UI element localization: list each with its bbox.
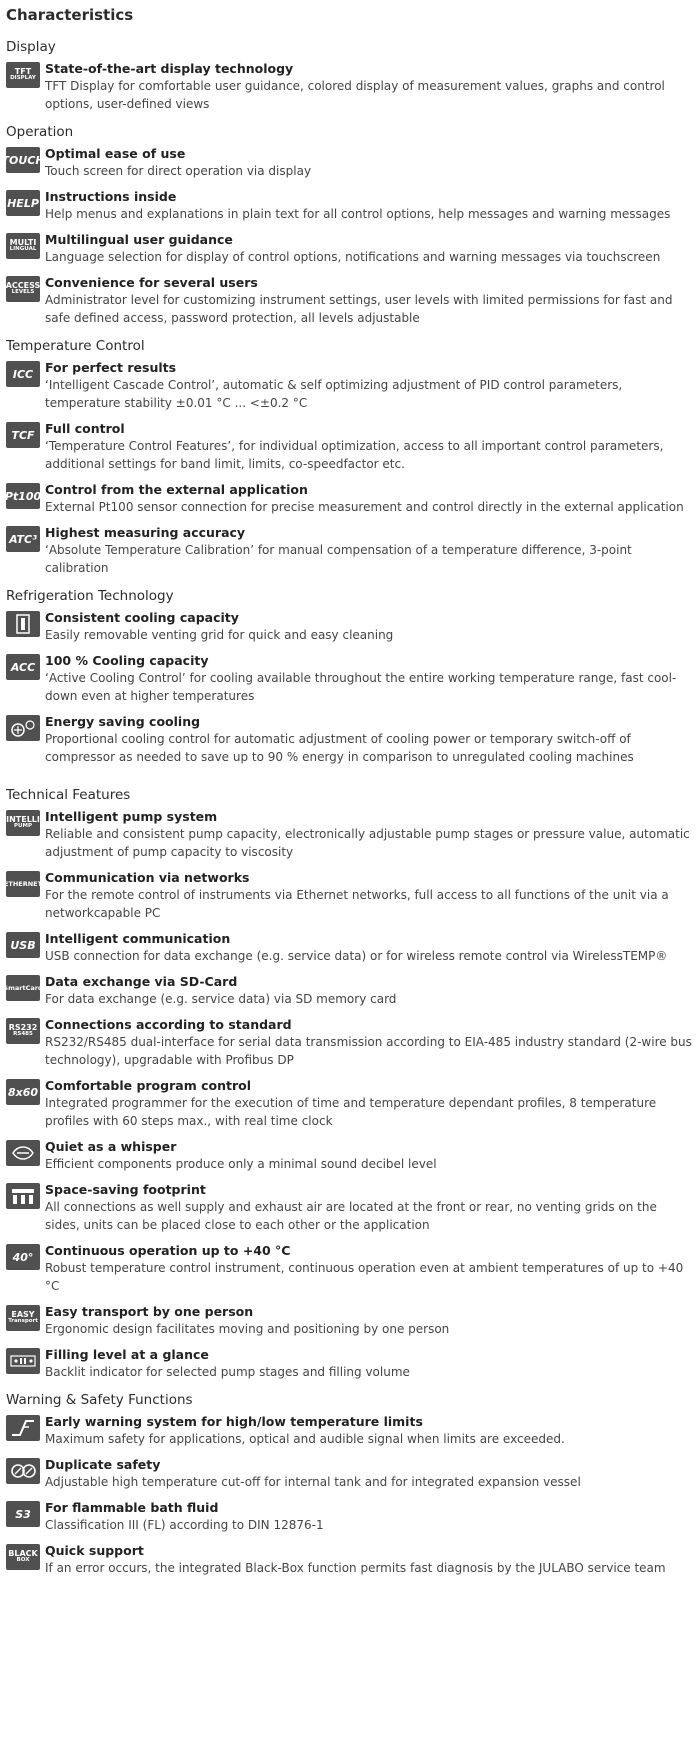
feature-description: Integrated programmer for the execution of time and temperature dependant profiles, 8 temperature profiles with 60 steps max., with real time clock — [45, 1096, 657, 1128]
icon-label: DISPLAY — [10, 75, 36, 82]
feature-text — [45, 1303, 694, 1338]
feature-title: Intelligent pump system — [45, 809, 218, 824]
feature-item — [6, 930, 694, 965]
icon-label: PUMP — [13, 823, 32, 830]
feature-title: 100 % Cooling capacity — [45, 653, 209, 668]
feature-item — [6, 1499, 694, 1534]
feature-title: Comfortable program control — [45, 1078, 251, 1093]
pt100-icon — [6, 483, 40, 509]
section-title: Display — [6, 39, 56, 55]
feature-description: Touch screen for direct operation via display — [45, 164, 312, 178]
section-temperature-control — [6, 337, 694, 577]
feature-item — [6, 1413, 694, 1448]
feature-item — [6, 1242, 694, 1295]
icon-label: ACCESS — [5, 281, 41, 291]
icon-label: S3 — [15, 1507, 31, 1521]
warning-system-icon — [6, 1415, 40, 1441]
icon-label: ETHERNET — [3, 879, 43, 888]
feature-item — [6, 1456, 694, 1491]
feature-title: Multilingual user guidance — [45, 232, 233, 247]
feature-list — [6, 359, 694, 577]
icon-label: RS485 — [13, 1031, 33, 1038]
feature-title: Quiet as a whisper — [45, 1139, 177, 1154]
icon-label: TOUCH — [1, 153, 45, 167]
feature-description: Adjustable high temperature cut-off for internal tank and for integrated expansion vessel — [45, 1475, 581, 1489]
feature-title: Optimal ease of use — [45, 146, 186, 161]
feature-item — [6, 1077, 694, 1130]
program-control-icon — [6, 1079, 40, 1105]
feature-description: Language selection for display of control options, notifications and warning messages via touchscreen — [45, 250, 661, 264]
feature-item — [6, 1303, 694, 1338]
feature-title: Space-saving footprint — [45, 1182, 206, 1197]
feature-item — [3, 869, 694, 922]
icon-label: TCF — [11, 428, 35, 442]
icon-label: ACC — [10, 660, 36, 674]
atc3-icon — [6, 526, 40, 552]
feature-text — [45, 1016, 694, 1069]
icon-label: 8x60 — [7, 1085, 39, 1099]
feature-text — [45, 1138, 694, 1173]
icon-label: SmartCard — [3, 983, 43, 992]
feature-title: Easy transport by one person — [45, 1304, 254, 1319]
feature-description: Easily removable venting grid for quick and easy cleaning — [45, 628, 394, 642]
feature-description: RS232/RS485 dual-interface for serial data transmission according to EIA-485 industry standard (2-wire bus technology), upgradable with Profibus DP — [45, 1035, 692, 1067]
feature-text — [45, 973, 694, 1008]
feature-item — [6, 1542, 694, 1577]
footprint-icon — [6, 1183, 40, 1209]
tft-display-icon — [6, 62, 40, 88]
acc-icon — [6, 654, 40, 680]
page-title: Characteristics — [6, 6, 134, 24]
feature-description: All connections as well supply and exhaust air are located at the front or rear, no venting grids on the sides, units can be placed close to each other or the application — [45, 1200, 657, 1232]
feature-title: Continuous operation up to +40 °C — [45, 1243, 291, 1258]
feature-text — [45, 1242, 694, 1295]
feature-description: Proportional cooling control for automatic adjustment of cooling power or temporary switch-off of compressor as needed to save up to 90 % energy in comparison to unregulated cooling machines — [45, 732, 634, 764]
feature-item — [6, 524, 694, 577]
rs232-rs485-icon — [6, 1018, 40, 1044]
feature-item — [6, 1138, 694, 1173]
feature-description: ‘Absolute Temperature Calibration’ for manual compensation of a temperature difference, 3-point calibration — [45, 543, 632, 575]
feature-text — [45, 481, 694, 516]
feature-title: For perfect results — [45, 360, 177, 375]
feature-item — [6, 609, 694, 644]
section-display — [6, 38, 694, 113]
venting-grid-icon — [6, 611, 40, 637]
feature-item — [3, 973, 694, 1008]
feature-title: Control from the external application — [45, 482, 308, 497]
feature-description: Robust temperature control instrument, continuous operation even at ambient temperatures of up to +40 °C — [45, 1261, 684, 1293]
feature-item — [6, 420, 694, 473]
icon-label: 40° — [12, 1250, 34, 1264]
feature-description: ‘Active Cooling Control’ for cooling available throughout the entire working temperature range, fast cool-down even at higher temperatures — [45, 671, 677, 703]
feature-description: USB connection for data exchange (e.g. service data) or for wireless remote control via WirelessTEMP® — [45, 949, 668, 963]
section-refrigeration-technology — [6, 587, 694, 766]
feature-description: TFT Display for comfortable user guidance, colored display of measurement values, graphs and control options, user-defined views — [45, 79, 665, 111]
feature-list — [6, 609, 694, 766]
icon-label: Pt100 — [4, 489, 42, 503]
feature-description: Reliable and consistent pump capacity, electronically adjustable pump stages or pressure value, automatic adjustment of pump capacity to viscosity — [45, 827, 690, 859]
feature-description: ‘Temperature Control Features’, for individual optimization, access to all important control parameters, additional settings for band limit, limits, co-speedfactor etc. — [45, 439, 664, 471]
icon-label: HELP — [7, 196, 39, 210]
feature-text — [45, 359, 694, 412]
feature-item — [6, 231, 694, 266]
intelli-pump-icon — [6, 810, 40, 836]
icon-label: Transport — [8, 1318, 38, 1325]
plus40-icon — [6, 1244, 40, 1270]
feature-description: Maximum safety for applications, optical and audible signal when limits are exceeded. — [45, 1432, 565, 1446]
feature-item — [6, 188, 694, 223]
feature-title: Consistent cooling capacity — [45, 610, 239, 625]
feature-title: Energy saving cooling — [45, 714, 201, 729]
feature-text — [45, 145, 694, 180]
feature-title: State-of-the-art display technology — [45, 61, 294, 76]
feature-text — [45, 60, 694, 113]
multilingual-icon — [6, 233, 40, 259]
help-icon — [6, 190, 40, 216]
icon-label: TFT — [14, 67, 32, 77]
section-title: Temperature Control — [6, 338, 145, 354]
icon-label: EASY — [11, 1310, 35, 1320]
feature-description: Classification III (FL) according to DIN 12876-1 — [45, 1518, 324, 1532]
feature-item — [6, 274, 694, 327]
energy-saving-icon — [6, 715, 40, 741]
feature-description: For data exchange (e.g. service data) via SD memory card — [45, 992, 397, 1006]
feature-item — [6, 652, 694, 705]
feature-item — [6, 713, 694, 766]
feature-list — [6, 60, 694, 113]
feature-text — [45, 808, 694, 861]
feature-text — [45, 652, 694, 705]
feature-text — [45, 869, 694, 922]
section-title: Warning & Safety Functions — [6, 1392, 193, 1408]
feature-title: Data exchange via SD-Card — [45, 974, 238, 989]
section-warning-safety-functions — [6, 1391, 694, 1577]
feature-text — [45, 1077, 694, 1130]
section-title: Technical Features — [6, 787, 131, 803]
feature-description: Help menus and explanations in plain text for all control options, help messages and warning messages — [45, 207, 671, 221]
feature-title: Instructions inside — [45, 189, 177, 204]
icon-label: ICC — [12, 367, 34, 381]
section-operation — [1, 123, 694, 327]
s3-icon — [6, 1501, 40, 1527]
feature-item — [6, 60, 694, 113]
feature-text — [45, 1499, 694, 1534]
feature-title: Connections according to standard — [45, 1017, 292, 1032]
feature-description: Ergonomic design facilitates moving and positioning by one person — [45, 1322, 450, 1336]
access-levels-icon — [6, 276, 40, 302]
feature-text — [45, 1346, 694, 1381]
feature-title: Highest measuring accuracy — [45, 525, 246, 540]
sections-container — [1, 38, 694, 1577]
feature-title: Duplicate safety — [45, 1457, 161, 1472]
feature-text — [45, 188, 694, 223]
feature-text — [45, 1542, 694, 1577]
touch-icon — [1, 147, 45, 173]
feature-item — [1, 145, 694, 180]
easy-transport-icon — [6, 1305, 40, 1331]
feature-description: Administrator level for customizing instrument settings, user levels with limited permissions for fast and safe defined access, password protection, all levels adjustable — [45, 293, 673, 325]
feature-text — [45, 231, 694, 266]
filling-level-icon — [6, 1348, 40, 1374]
feature-list — [6, 1413, 694, 1577]
duplicate-safety-icon — [6, 1458, 40, 1484]
ethernet-icon — [3, 871, 43, 897]
feature-item — [6, 808, 694, 861]
usb-icon — [6, 932, 40, 958]
feature-title: For flammable bath fluid — [45, 1500, 219, 1515]
feature-title: Communication via networks — [45, 870, 250, 885]
feature-description: If an error occurs, the integrated Black-Box function permits fast diagnosis by the JULABO service team — [45, 1561, 666, 1575]
section-title: Refrigeration Technology — [6, 588, 174, 604]
feature-item — [6, 1346, 694, 1381]
icc-icon — [6, 361, 40, 387]
feature-description: Efficient components produce only a minimal sound decibel level — [45, 1157, 437, 1171]
feature-description: Backlit indicator for selected pump stages and filling volume — [45, 1365, 410, 1379]
feature-title: Filling level at a glance — [45, 1347, 209, 1362]
feature-text — [45, 930, 694, 965]
feature-text — [45, 713, 694, 766]
section-title: Operation — [6, 124, 74, 140]
black-box-icon — [6, 1544, 40, 1570]
feature-list — [1, 145, 694, 327]
icon-label: LINGUAL — [9, 246, 37, 253]
icon-label: MULTI — [9, 238, 37, 248]
feature-text — [45, 1456, 694, 1491]
feature-text — [45, 524, 694, 577]
feature-text — [45, 1181, 694, 1234]
feature-list — [3, 808, 694, 1381]
tcf-icon — [6, 422, 40, 448]
feature-title: Intelligent communication — [45, 931, 231, 946]
section-technical-features — [3, 786, 694, 1381]
icon-label: LEVELS — [11, 289, 35, 296]
feature-item — [6, 481, 694, 516]
feature-description: ‘Intelligent Cascade Control’, automatic & self optimizing adjustment of PID control parameters, temperature stability ±0.01 °C ... <±0.2 °C — [45, 378, 623, 410]
feature-text — [45, 1413, 694, 1448]
feature-text — [45, 420, 694, 473]
feature-item — [6, 359, 694, 412]
icon-label: INTELLI — [6, 815, 40, 825]
feature-description: External Pt100 sensor connection for precise measurement and control directly in the external application — [45, 500, 684, 514]
feature-title: Convenience for several users — [45, 275, 258, 290]
feature-item — [6, 1181, 694, 1234]
feature-item — [6, 1016, 694, 1069]
icon-label: ATC³ — [9, 532, 37, 546]
icon-label: BOX — [16, 1557, 30, 1564]
feature-text — [45, 274, 694, 327]
icon-label: USB — [10, 938, 36, 952]
feature-title: Full control — [45, 421, 125, 436]
sd-card-icon — [3, 975, 43, 1001]
quiet-icon — [6, 1140, 40, 1166]
icon-label: RS232 — [8, 1023, 38, 1033]
icon-label: BLACK — [8, 1549, 38, 1559]
feature-text — [45, 609, 694, 644]
feature-title: Quick support — [45, 1543, 144, 1558]
feature-title: Early warning system for high/low temperature limits — [45, 1414, 423, 1429]
feature-description: For the remote control of instruments via Ethernet networks, full access to all functions of the unit via a networkcapable PC — [45, 888, 669, 920]
